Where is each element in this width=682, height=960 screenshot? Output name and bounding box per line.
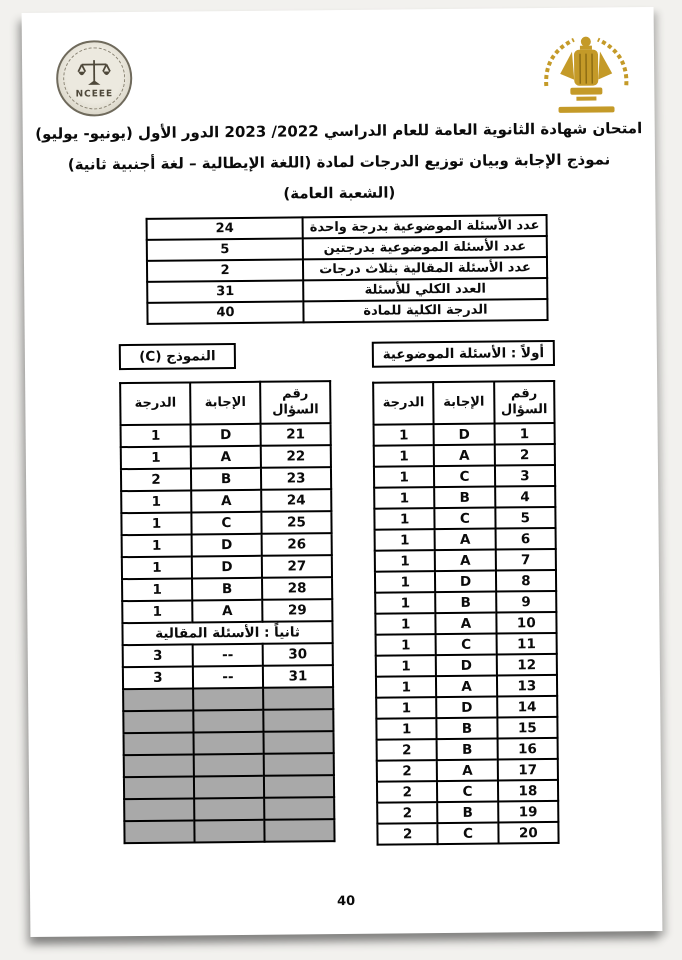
grade-cell: 1 [121,490,191,513]
empty-cell [194,798,264,821]
answer-row [122,599,332,623]
page-number: 40 [337,893,356,910]
question-number-cell: 29 [262,599,332,622]
question-number-cell: 25 [261,511,331,534]
answer-header: الإجابة [433,382,494,425]
grade-cell: 1 [121,512,191,535]
grade-cell: 1 [376,676,437,698]
empty-cell [264,819,334,842]
answer-cell: B [438,802,499,824]
summary-table-body [147,215,548,324]
summary-table [146,214,549,325]
essay-section-row [122,621,332,645]
answer-cell: C [438,823,499,845]
grade-cell: 3 [123,666,193,689]
grade-cell: 3 [123,644,193,667]
answer-row [374,507,555,530]
question-number-cell: 7 [495,549,556,571]
summary-value-cell: 5 [147,238,303,260]
grade-cell: 1 [122,578,192,601]
grade-cell: 1 [121,446,191,469]
objective-table-body [374,423,559,845]
answer-cell: D [436,655,497,677]
question-number-cell: 28 [262,577,332,600]
answer-cell: -- [193,666,263,689]
grade-cell: 1 [374,424,435,446]
answer-cell: B [437,718,498,740]
grade-cell: 2 [377,739,438,761]
empty-cell [124,754,194,777]
empty-row [124,819,334,843]
title-line-1: امتحان شهادة الثانوية العامة للعام الدراسي 2022/ 2023 الدور الأول (يونيو- يوليو) [35,119,643,143]
question-number-cell: 1 [494,423,555,445]
empty-cell [263,709,333,732]
question-number-cell: 20 [498,822,559,844]
empty-row [124,775,334,799]
empty-cell [264,775,334,798]
grade-cell: 1 [374,508,435,530]
answer-cell: C [434,466,495,488]
empty-cell [193,688,263,711]
question-number-cell: 22 [261,445,331,468]
answer-row [374,465,555,488]
ministry-logo [536,27,637,118]
answer-row [375,612,556,635]
model-c-answers-table [119,380,335,844]
question-number-cell: 5 [495,507,556,529]
grade-cell: 1 [122,600,192,623]
empty-cell [123,732,193,755]
title-line-3: (الشعبة العامة) [283,183,396,203]
grade-cell: 1 [122,556,192,579]
empty-row [124,753,334,777]
empty-cell [194,776,264,799]
grade-cell: 1 [375,550,436,572]
question-number-header: رقم السؤال [260,381,330,424]
grade-cell: 2 [377,760,438,782]
grade-header: الدرجة [373,382,434,425]
answer-header: الإجابة [190,382,260,425]
question-number-cell: 23 [261,467,331,490]
nceee-logo-ring [63,47,126,110]
summary-label-cell: عدد الأسئلة المقالية بثلاث درجات [303,257,547,280]
question-number-cell: 24 [261,489,331,512]
document-paper [22,7,663,937]
answer-cell: D [192,534,262,557]
summary-value-cell: 40 [147,301,303,323]
answer-cell: A [436,676,497,698]
question-number-cell: 13 [497,675,558,697]
question-number-header: رقم السؤال [494,381,555,424]
empty-cell [123,688,193,711]
grade-cell: 2 [121,468,191,491]
answer-row [376,654,557,677]
answer-row [377,801,558,824]
grade-cell: 2 [377,823,438,845]
answer-cell: D [434,424,495,446]
nceee-logo [56,40,133,117]
empty-cell [193,732,263,755]
answer-row [374,444,555,467]
grade-cell: 1 [376,634,437,656]
grade-cell: 1 [374,487,435,509]
grade-cell: 2 [377,802,438,824]
answer-cell: B [437,739,498,761]
question-number-cell: 8 [496,570,557,592]
grade-cell: 2 [377,781,438,803]
question-number-cell: 12 [496,654,557,676]
summary-value-cell: 2 [147,259,303,281]
answer-cell: C [436,634,497,656]
empty-cell [263,731,333,754]
answer-row [377,780,558,803]
grade-cell: 1 [375,529,436,551]
document-title-block [23,113,656,212]
answer-row [375,549,556,572]
question-number-cell: 11 [496,633,557,655]
empty-row [123,731,333,755]
answer-cell: C [435,508,496,530]
objective-answers-table [372,380,559,846]
summary-label-cell: الدرجة الكلية للمادة [303,299,547,322]
answer-row [121,445,331,469]
answer-cell: D [191,424,261,447]
grade-cell: 1 [375,592,436,614]
answer-row [374,486,555,509]
answer-cell: B [436,592,497,614]
question-number-cell: 14 [497,696,558,718]
empty-cell [124,820,194,843]
empty-row [123,687,333,711]
grade-cell: 1 [375,613,436,635]
model-c-table-body [121,423,335,843]
ministry-eagle-icon [536,27,637,118]
question-number-cell: 17 [497,759,558,781]
nceee-logo-text: NCEEE [75,88,114,100]
question-number-cell: 3 [495,465,556,487]
empty-cell [194,754,264,777]
answer-cell: C [437,781,498,803]
answer-cell: A [436,613,497,635]
answer-cell: C [191,512,261,535]
empty-row [124,797,334,821]
grade-cell: 1 [376,655,437,677]
question-number-cell: 15 [497,717,558,739]
table-header-row [373,381,554,425]
grade-cell: 1 [122,534,192,557]
answer-cell: B [192,578,262,601]
question-number-cell: 31 [263,665,333,688]
summary-row [147,299,547,324]
answer-cell: A [191,490,261,513]
answer-cell: A [435,550,496,572]
answer-row [121,423,331,447]
summary-value-cell: 24 [147,217,303,239]
answer-row [122,533,332,557]
empty-cell [263,687,333,710]
answer-row [122,577,332,601]
answer-cell: D [192,556,262,579]
answer-row [121,489,331,513]
answer-row [121,511,331,535]
answer-row [377,822,558,845]
grade-cell: 1 [375,571,436,593]
question-number-cell: 19 [498,801,559,823]
answer-row [376,717,557,740]
answer-cell: A [192,600,262,623]
question-number-cell: 4 [495,486,556,508]
model-c-label: النموذج (C) [119,343,236,370]
empty-row [123,709,333,733]
answer-row [123,665,333,689]
table-header-row [120,381,330,425]
answer-row [123,643,333,667]
grade-cell: 1 [374,445,435,467]
answer-cell: D [435,571,496,593]
answer-cell: A [191,446,261,469]
answer-row [375,570,556,593]
answer-row [121,467,331,491]
question-number-cell: 10 [496,612,557,634]
empty-cell [124,776,194,799]
essay-section-heading: ثانياً : الأسئلة المقالية [122,621,332,645]
question-number-cell: 26 [262,533,332,556]
answer-cell: -- [193,644,263,667]
question-number-cell: 9 [496,591,557,613]
question-number-cell: 6 [495,528,556,550]
answer-cell: B [191,468,261,491]
summary-value-cell: 31 [147,280,303,302]
empty-cell [124,798,194,821]
answer-row [374,423,555,446]
empty-cell [264,797,334,820]
empty-cell [193,710,263,733]
grade-cell: 1 [376,718,437,740]
answer-cell: A [437,760,498,782]
summary-label-cell: العدد الكلي للأسئلة [303,278,547,301]
answer-cell: A [435,529,496,551]
title-line-2: نموذج الإجابة وبيان توزيع الدرجات لمادة (اللغة الإيطالية – لغة أجنبية ثانية) [67,150,611,174]
summary-label-cell: عدد الأسئلة الموضوعية بدرجة واحدة [303,215,547,238]
answer-cell: A [434,445,495,467]
answer-row [376,633,557,656]
question-number-cell: 2 [494,444,555,466]
question-number-cell: 27 [262,555,332,578]
objective-section-heading: أولاً : الأسئلة الموضوعية [372,340,555,368]
grade-header: الدرجة [120,382,190,425]
grade-cell: 1 [374,466,435,488]
grade-cell: 1 [121,424,191,447]
empty-cell [264,753,334,776]
question-number-cell: 18 [498,780,559,802]
grade-cell: 1 [376,697,437,719]
answer-cell: D [437,697,498,719]
answer-row [376,675,557,698]
answer-row [377,759,558,782]
answer-row [122,555,332,579]
question-number-cell: 16 [497,738,558,760]
answer-cell: B [434,487,495,509]
empty-cell [123,710,193,733]
answer-row [376,696,557,719]
answer-row [375,528,556,551]
question-number-cell: 30 [263,643,333,666]
summary-label-cell: عدد الأسئلة الموضوعية بدرجتين [303,236,547,259]
answer-row [375,591,556,614]
question-number-cell: 21 [261,423,331,446]
answer-row [377,738,558,761]
empty-cell [194,820,264,843]
